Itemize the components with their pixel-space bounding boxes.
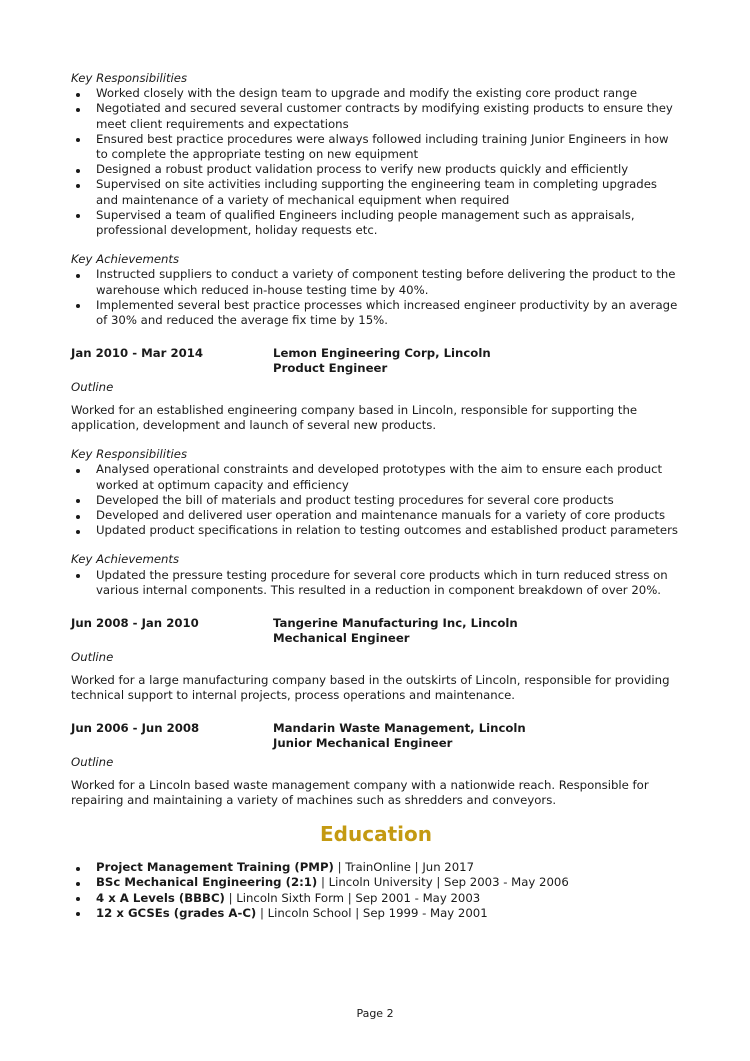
list-item: Analysed operational constraints and developed prototypes with the aim to ensure each product worked at optimum capacity and efficiency — [71, 462, 681, 492]
education-details: | TrainOnline | Jun 2017 — [333, 860, 475, 875]
list-item: Developed and delivered user operation and maintenance manuals for a variety of core products — [71, 508, 681, 523]
education-list — [71, 860, 681, 921]
job-company: Tangerine Manufacturing Inc, Lincoln — [273, 616, 518, 631]
outline-heading: Outline — [71, 379, 114, 394]
qualification: 12 x GCSEs (grades A-C) — [96, 905, 257, 920]
outline-heading: Outline — [71, 754, 114, 769]
qualification: Project Management Training (PMP) — [96, 860, 334, 875]
resume-page — [71, 71, 681, 921]
outline-heading: Outline — [71, 649, 114, 664]
job-org — [273, 346, 681, 376]
outline-text: Worked for a Lincoln based waste management company with a nationwide reach. Responsible for repairing and maintaining a variety of machines such as shredders and conveyors. — [71, 777, 649, 807]
list-item: Ensured best practice procedures were always followed including training Junior Engineers in how to complete the appropriate testing on new equipment — [71, 132, 681, 162]
key-achievements-heading: Key Achievements — [71, 252, 180, 267]
list-item: Supervised on site activities including supporting the engineering team in completing upgrades and maintenance of a variety of mechanical equipment when required — [71, 177, 681, 207]
achievements-list — [71, 267, 681, 328]
page-number: Page 2 — [356, 1007, 394, 1020]
job-header — [71, 721, 681, 751]
job-title: Junior Mechanical Engineer — [273, 736, 453, 751]
job-company: Mandarin Waste Management, Lincoln — [273, 721, 526, 736]
achievements-list — [71, 568, 681, 598]
qualification: 4 x A Levels (BBBC) — [96, 890, 225, 905]
list-item: Designed a robust product validation process to verify new products quickly and efficiently — [71, 162, 681, 177]
job-dates: Jun 2006 - Jun 2008 — [71, 721, 200, 736]
list-item: Instructed suppliers to conduct a variety of component testing before delivering the product to the warehouse which reduced in-house testing time by 40%. — [71, 267, 681, 297]
education-item — [71, 875, 681, 890]
list-item: Updated the pressure testing procedure for several core products which in turn reduced stress on various internal components. This resulted in a reduction in component breakdown of over 20%. — [71, 568, 681, 598]
list-item: Updated product specifications in relation to testing outcomes and established product parameters — [71, 523, 681, 538]
education-details: | Lincoln University | Sep 2003 - May 2006 — [317, 875, 569, 890]
key-responsibilities-heading: Key Responsibilities — [71, 447, 188, 462]
key-achievements-heading: Key Achievements — [71, 552, 180, 567]
outline-text: Worked for an established engineering company based in Lincoln, responsible for supporting the application, development and launch of several new products. — [71, 402, 638, 433]
list-item: Developed the bill of materials and product testing procedures for several core products — [71, 493, 681, 508]
outline-text: Worked for a large manufacturing company based in the outskirts of Lincoln, responsible for providing technical support to internal projects, process operations and maintenance. — [71, 672, 670, 702]
education-details: | Lincoln School | Sep 1999 - May 2001 — [256, 905, 488, 920]
job-org — [273, 721, 681, 751]
job-header — [71, 346, 681, 376]
education-item — [71, 906, 681, 921]
job-org — [273, 616, 681, 646]
qualification: BSc Mechanical Engineering (2:1) — [96, 875, 318, 890]
job-title: Product Engineer — [273, 361, 388, 376]
job-dates: Jan 2010 - Mar 2014 — [71, 346, 204, 361]
key-responsibilities-heading: Key Responsibilities — [71, 71, 188, 85]
job-dates: Jun 2008 - Jan 2010 — [71, 616, 199, 631]
education-item — [71, 860, 681, 875]
job-company: Lemon Engineering Corp, Lincoln — [273, 346, 491, 361]
list-item: Supervised a team of qualified Engineers including people management such as appraisals, professional development, holiday requests etc. — [71, 208, 681, 238]
responsibilities-list — [71, 462, 681, 538]
education-item — [71, 891, 681, 906]
job-header — [71, 616, 681, 646]
list-item: Worked closely with the design team to upgrade and modify the existing core product range — [71, 86, 681, 101]
job-title: Mechanical Engineer — [273, 631, 410, 646]
list-item: Negotiated and secured several customer contracts by modifying existing products to ensure they meet client requirements and expectations — [71, 101, 681, 131]
responsibilities-list — [71, 86, 681, 238]
list-item: Implemented several best practice processes which increased engineer productivity by an average of 30% and reduced the average fix time by 15%. — [71, 298, 681, 328]
education-heading: Education — [320, 822, 432, 847]
education-details: | Lincoln Sixth Form | Sep 2001 - May 2003 — [224, 890, 481, 905]
